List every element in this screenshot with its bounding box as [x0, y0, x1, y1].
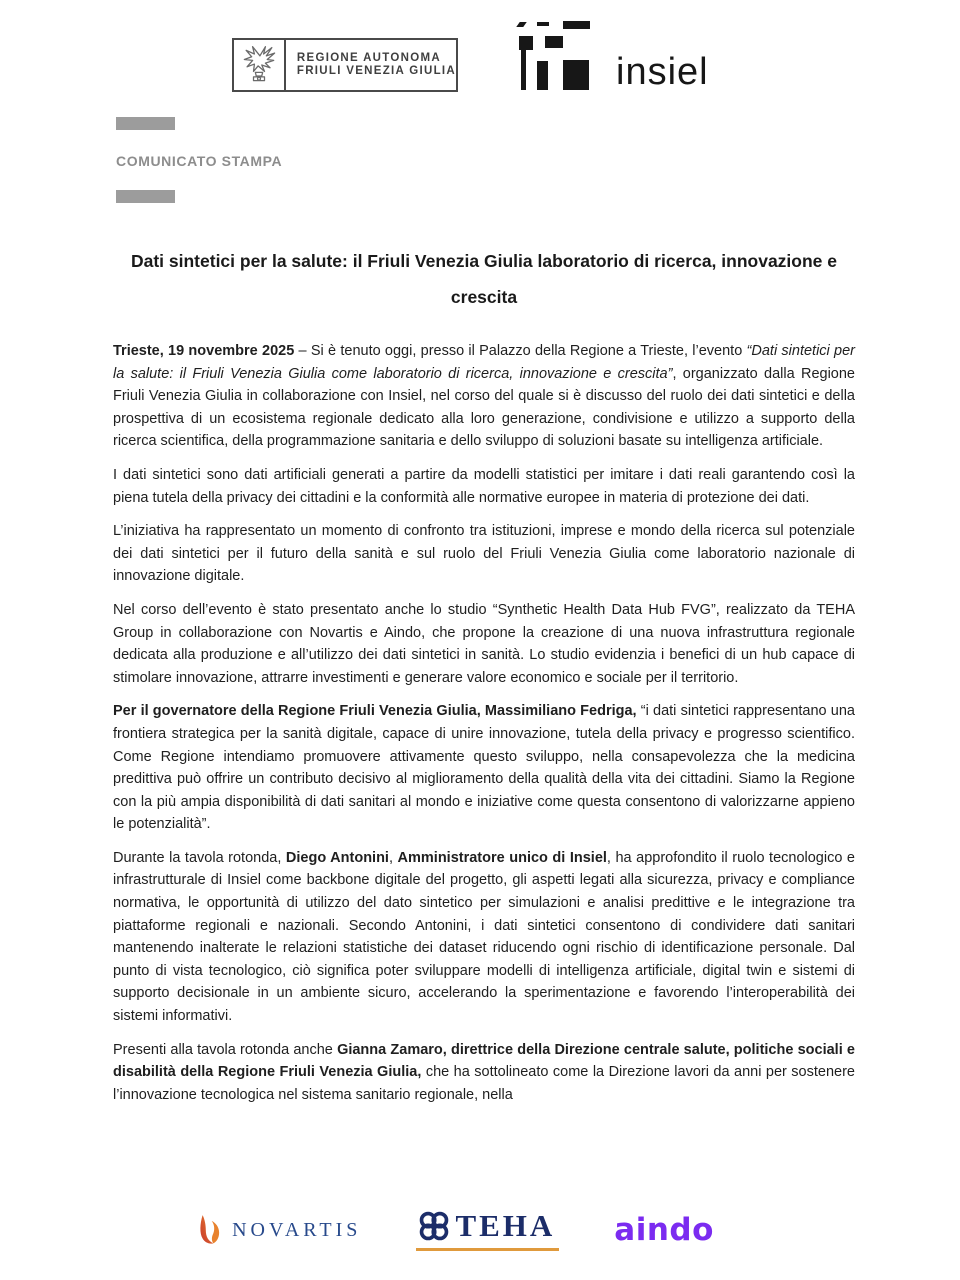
- insiel-pixel-mark-icon: [518, 21, 593, 91]
- text-run: Nel corso dell’evento è stato presentato anche lo studio “Synthetic Health Data Hub FVG”, realizzato da TEHA Group in collaborazione con Novartis e Aindo, che propone la creazione di una nuova infrastruttura regionale dedicata alla produzione e all’utilizzo dei dati sintetici in sanità. Lo studio evidenzia i benefici di un hub capace di stimolare innovazione, attrarre investimenti e generare valore economico e sociale per il territorio.: [113, 601, 855, 686]
- text-run: ,: [388, 849, 398, 866]
- text-run: L’iniziativa ha rappresentato un momento di confronto tra istituzioni, imprese e mondo della ricerca sul potenziale dei dati sintetici per il futuro della sanità e sul ruolo del Friuli Venezia Giulia come laboratorio nazionale di innovazione digitale.: [113, 523, 855, 585]
- novartis-wordmark: NOVARTIS: [232, 1218, 362, 1241]
- text-run: Trieste, 19 novembre 2025: [113, 343, 295, 359]
- text-run: che ha sottolineato come la Direzione lavori da anni per sostenere l’innovazione tecnologica nel sistema sanitario regionale, nella: [113, 1064, 855, 1103]
- text-run: I dati sintetici sono dati artificiali generati a partire da modelli statistici per imitare i dati reali garantendo così la piena tutela della privacy dei cittadini e la conformità alle normative europee in materia di protezione dei dati.: [113, 466, 855, 506]
- teha-logo: [416, 1210, 559, 1251]
- aindo-wordmark: aindo: [614, 1211, 714, 1248]
- insiel-wordmark: insiel: [616, 51, 709, 93]
- decorative-bar-top: [116, 117, 175, 130]
- paragraph: [113, 599, 855, 689]
- press-label-block: [116, 117, 282, 203]
- fvg-region-logo: [232, 38, 458, 92]
- text-run: Presenti alla tavola rotonda anche: [113, 1041, 338, 1058]
- text-run: , organizzato dalla Regione Friuli Venezia Giulia in collaborazione con Insiel, nel corso del quale si è discusso del ruolo dei dati sintetici e della prospettiva di un ecosistema regionale dedicato alla loro generazione, condivisione e utilizzo a supporto della ricerca scientifica, della programmazione sanitaria e dello sviluppo di soluzioni basate su intelligenza artificiale.: [113, 365, 855, 450]
- paragraph: [113, 847, 855, 1028]
- text-run: Durante la tavola rotonda,: [113, 849, 286, 866]
- teha-knot-icon: [418, 1210, 450, 1242]
- aindo-logo: [614, 1211, 714, 1248]
- fvg-logo-line1: REGIONE AUTONOMA: [296, 51, 441, 64]
- fvg-logo-line2: FRIULI VENEZIA GIULIA: [296, 65, 456, 77]
- text-run: Diego Antonini: [285, 849, 389, 866]
- text-run: Gianna Zamaro, direttrice della Direzione centrale salute, politiche sociali e disabilità della Regione Friuli Venezia Giulia,: [113, 1041, 855, 1081]
- press-label: COMUNICATO STAMPA: [116, 153, 283, 169]
- paragraph: [113, 1039, 855, 1107]
- paragraph: [113, 700, 855, 836]
- paragraph: [113, 520, 855, 588]
- text-run: Per il governatore della Regione Friuli Venezia Giulia, Massimiliano Fedriga,: [113, 703, 641, 720]
- insiel-logo: [518, 21, 718, 96]
- article-body: [113, 340, 855, 1117]
- fvg-eagle-icon: [234, 40, 286, 90]
- paragraph: [113, 340, 855, 453]
- paragraph: [113, 464, 855, 509]
- teha-wordmark: TEHA: [455, 1208, 556, 1243]
- novartis-flame-icon: [196, 1214, 222, 1246]
- fvg-logo-text: [286, 40, 456, 90]
- footer-logos: [0, 1198, 935, 1262]
- text-run: , ha approfondito il ruolo tecnologico e infrastrutturale di Insiel come backbone digitale del progetto, gli aspetti legati alla sicurezza, privacy e compliance normativa, le opportunità di utilizzo del dato sintetico per simulazioni e analisi predittive e le integrazione tra piattaforme regionali e nazionali. Secondo Antonini, i dati sintetici consentono di condividere dati sanitari mantenendo inalterate le relazioni statistiche dei dataset riducendo ogni rischio di identificazione personale. Dal punto di vista tecnologico, ciò significa poter sviluppare modelli di intelligenza artificiale, digital twin e sistemi di supporto decisionale in un ambiente sicuro, accelerando la sperimentazione e favorendo l’interoperabilità dei sistemi informativi.: [113, 849, 855, 1025]
- novartis-logo: [196, 1214, 361, 1246]
- text-run: “Dati sintetici per la salute: il Friuli Venezia Giulia come laboratorio di ricerca, innovazione e crescita”: [113, 343, 855, 382]
- text-run: Amministratore unico di Insiel: [397, 849, 607, 866]
- text-run: – Si è tenuto oggi, presso il Palazzo della Regione a Trieste, l’evento: [294, 343, 747, 359]
- decorative-bar-bottom: [116, 190, 175, 203]
- page-title: Dati sintetici per la salute: il Friuli Venezia Giulia laboratorio di ricerca, innovazione e crescita: [130, 251, 838, 307]
- text-run: “i dati sintetici rappresentano una frontiera strategica per la sanità digitale, capace di unire innovazione, tutela della privacy e progresso scientifico. Come Regione intendiamo promuovere attivamente questo sviluppo, nella consapevolezza che la medicina predittiva può offrire un contributo decisivo al miglioramento della qualità della vita dei cittadini. Siamo la Regione con la più ampia disponibilità di dati sanitari al mondo e iniziative come questa consentono di valorizzarne appieno le potenzialità”.: [113, 703, 855, 833]
